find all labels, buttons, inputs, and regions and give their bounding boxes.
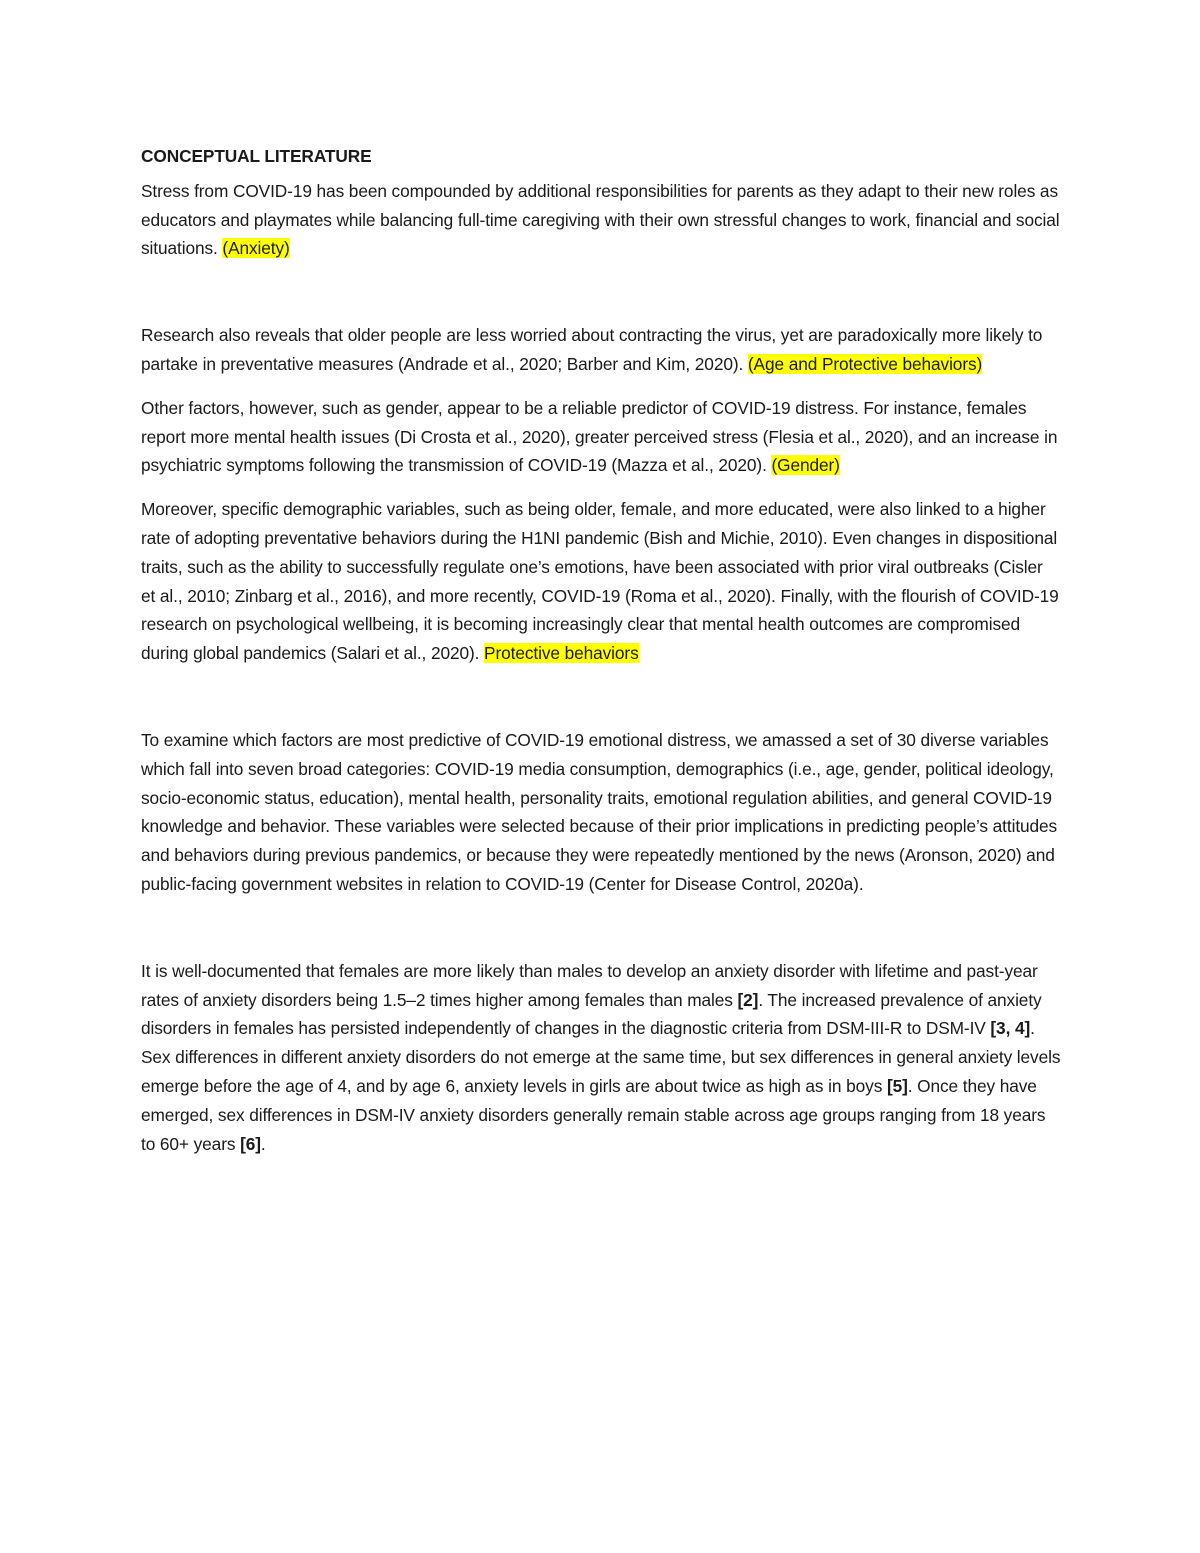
paragraph-gender xyxy=(141,394,1061,480)
citation-ref: [2] xyxy=(737,989,759,1010)
paragraph-variables xyxy=(141,726,1061,899)
paragraph-text: It is well-documented that females are more likely than males to develop an anxiety disorder with lifetime and past-year rates of anxiety disorders being 1.5–2 times higher among females than males xyxy=(141,960,1038,1010)
paragraph-text: Stress from COVID-19 has been compounded by additional responsibilities for parents as they adapt to their new roles as educators and playmates while balancing full-time caregiving with their own stressful changes to work, financial and social situations. xyxy=(141,180,1060,259)
paragraph-text: . Once they have emerged, sex differences in DSM-IV anxiety disorders generally remain stable across age groups ranging from 18 years to 60+ years xyxy=(141,1075,1046,1154)
paragraph-text: Moreover, specific demographic variables, such as being older, female, and more educated, were also linked to a higher rate of adopting preventative behaviors during the H1NI pandemic (Bish and Michie, 2010). Even changes in dispositional traits, such as the ability to successfully regulate one’s emotions, have been associated with prior viral outbreaks (Cisler et al., 2010; Zinbarg et al., 2016), and more recently, COVID-19 (Roma et al., 2020). Finally, with the flourish of COVID-19 research on psychological wellbeing, it is becoming increasingly clear that mental health outcomes are compromised during global pandemics (Salari et al., 2020). xyxy=(141,499,1059,664)
paragraph-text: . The increased prevalence of anxiety disorders in females has persisted independently of changes in the diagnostic criteria from DSM-III-R to DSM-IV xyxy=(141,989,1042,1039)
paragraph-text: Other factors, however, such as gender, appear to be a reliable predictor of COVID-19 distress. For instance, females report more mental health issues (Di Crosta et al., 2020), greater perceived stress (Flesia et al., 2020), and an increase in psychiatric symptoms following the transmission of COVID-19 (Mazza et al., 2020). xyxy=(141,397,1058,476)
citation-ref: [3, 4] xyxy=(990,1018,1031,1039)
paragraph-demographics xyxy=(141,495,1061,668)
paragraph-text: . xyxy=(260,1133,266,1154)
highlight-tag-protective: Protective behaviors xyxy=(484,643,639,664)
citation-ref: [6] xyxy=(240,1133,261,1154)
highlight-tag-age-protective: (Age and Protective behaviors) xyxy=(747,353,983,374)
citation-ref: [5] xyxy=(886,1075,908,1096)
paragraph-text: To examine which factors are most predictive of COVID-19 emotional distress, we amassed a set of 30 diverse variables which fall into seven broad categories: COVID-19 media consumption, demographics (i.e., age, gender, political ideology, socio-economic status, education), mental health, personality traits, emotional regulation abilities, and general COVID-19 knowledge and behavior. These variables were selected because of their prior implications in predicting people’s attitudes and behaviors during previous pandemics, or because they were repeatedly mentioned by the news (Aronson, 2020) and public-facing government websites in relation to COVID-19 (Center for Disease Control, 2020a). xyxy=(141,729,1058,894)
paragraph-text: Research also reveals that older people are less worried about contracting the virus, yet are paradoxically more likely to partake in preventative measures (Andrade et al., 2020; Barber and Kim, 2020). xyxy=(141,325,1043,374)
highlight-tag-anxiety: (Anxiety) xyxy=(222,238,290,259)
paragraph-sex-differences xyxy=(141,957,1061,1159)
paragraph-text: . Sex differences in different anxiety disorders do not emerge at the same time, but sex differences in general anxiety levels emerge before the age of 4, and by age 6, anxiety levels in girls are about twice as high as in boys xyxy=(141,1018,1061,1096)
highlight-tag-gender: (Gender) xyxy=(771,455,840,476)
paragraph-age xyxy=(141,321,1061,379)
paragraph-anxiety xyxy=(141,177,1061,263)
document-body xyxy=(141,142,1061,1158)
page-title: CONCEPTUAL LITERATURE xyxy=(141,146,372,166)
